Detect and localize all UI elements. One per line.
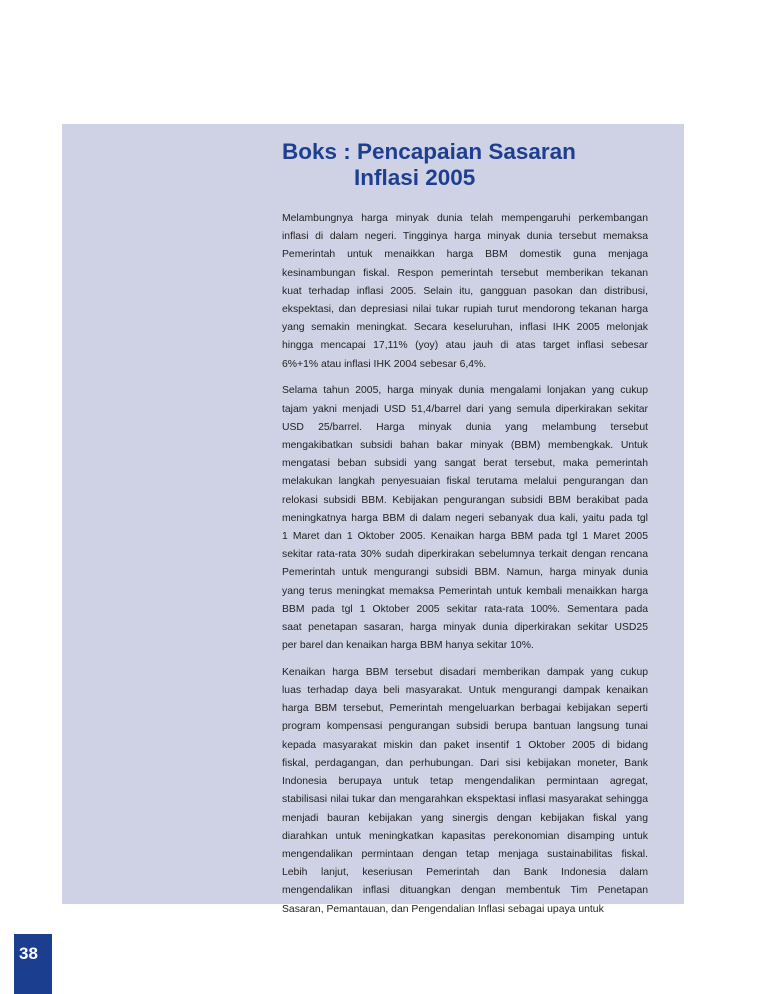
text-line: USD 25/barrel. Harga minyak dunia yang melambung tersebut [282, 421, 648, 433]
text-line: Indonesia berupaya untuk tetap mengendalikan permintaan agregat, [282, 776, 648, 788]
text-line: per barel dan kenaikan harga BBM hanya sekitar 10%. [282, 640, 534, 652]
text-line: inflasi di dalam negeri. Tingginya harga minyak dunia tersebut memaksa [282, 231, 648, 243]
text-line: melakukan langkah penyesuaian fiskal terutama melalui pengurangan dan [282, 476, 648, 488]
box-title-line-1: Boks : Pencapaian Sasaran [282, 139, 576, 164]
text-line: tajam yakni menjadi USD 51,4/barrel dari yang semula diperkirakan sekitar [282, 403, 648, 415]
text-line: Kenaikan harga BBM tersebut disadari memberikan dampak yang cukup [282, 666, 648, 678]
text-line: Sasaran, Pemantauan, dan Pengendalian Inflasi sebagai upaya untuk [282, 903, 604, 915]
paragraph [282, 664, 648, 919]
text-line: mengendalikan permintaan dengan tetap menjaga sustainabilitas fiskal. [282, 848, 648, 860]
text-line: program kompensasi pengurangan subsidi berupa bantuan langsung tunai [282, 721, 648, 733]
text-line: hingga mencapai 17,11% (yoy) atau jauh di atas target inflasi sebesar [282, 340, 648, 352]
text-line: harga BBM tersebut, Pemerintah mengeluarkan berbagai kebijakan seperti [282, 703, 648, 715]
text-line: 6%+1% atau inflasi IHK 2004 sebesar 6,4%. [282, 358, 487, 370]
text-line: sekitar rata-rata 30% sudah diperkirakan sebelumnya terkait dengan rencana [282, 549, 648, 561]
page-number-tab [14, 934, 52, 994]
text-line: Selama tahun 2005, harga minyak dunia mengalami lonjakan yang cukup [282, 385, 648, 397]
text-line: diarahkan untuk meningkatkan kapasitas perekonomian disamping untuk [282, 830, 648, 842]
text-line: BBM pada tgl 1 Oktober 2005 sekitar rata-rata 100%. Sementara pada [282, 603, 648, 615]
text-line: kesinambungan fiskal. Respon pemerintah tersebut memberikan tekanan [282, 267, 648, 279]
text-line: fiskal, perdagangan, dan perhubungan. Dari sisi kebijakan moneter, Bank [282, 757, 648, 769]
text-line: Pemerintah untuk menaikkan harga BBM domestik guna menjaga [282, 249, 648, 261]
box-title [282, 139, 662, 191]
text-line: yang terus meningkat memaksa Pemerintah untuk kembali menaikkan harga [282, 585, 648, 597]
box-title-line-2: Inflasi 2005 [354, 165, 476, 190]
text-line: Melambungnya harga minyak dunia telah mempengaruhi perkembangan [282, 213, 648, 224]
text-line: Lebih lanjut, keseriusan Pemerintah dan Bank Indonesia dalam [282, 867, 648, 879]
text-line: luas terhadap daya beli masyarakat. Untuk mengurangi dampak kenaikan [282, 685, 648, 697]
text-line: saat penetapan sasaran, harga minyak dunia diperkirakan sekitar USD25 [282, 621, 648, 633]
text-line: kepada masyarakat miskin dan paket insentif 1 Oktober 2005 di bidang [282, 739, 648, 751]
text-line: meningkatnya harga BBM di dalam negeri sebanyak dua kali, yaitu pada tgl [282, 512, 648, 524]
paragraph [282, 210, 648, 374]
text-line: ekspektasi, dan depresiasi nilai tukar rupiah turut mendorong tekanan harga [282, 304, 648, 316]
text-line: mengakibatkan subsidi bahan bakar minyak (BBM) membengkak. Untuk [282, 439, 648, 451]
text-line: mengendalikan inflasi dituangkan dengan membentuk Tim Penetapan [282, 885, 648, 897]
text-line: yang semakin meningkat. Secara keseluruhan, inflasi IHK 2005 melonjak [282, 322, 648, 334]
page-number: 38 [19, 944, 38, 963]
text-line: Pemerintah untuk mengurangi subsidi BBM. Namun, harga minyak dunia [282, 567, 648, 579]
text-line: menjadi bauran kebijakan yang sinergis dengan kebijakan fiskal yang [282, 812, 648, 824]
text-line: relokasi subsidi BBM. Kebijakan pengurangan subsidi BBM berakibat pada [282, 494, 648, 506]
box-body-text [282, 210, 648, 927]
paragraph [282, 382, 648, 655]
text-line: mengatasi beban subsidi yang sangat berat tersebut, maka pemerintah [282, 458, 648, 470]
text-line: kuat terhadap inflasi 2005. Selain itu, gangguan pasokan dan distribusi, [282, 285, 648, 297]
text-line: stabilisasi nilai tukar dan mengarahkan ekspektasi inflasi masyarakat sehingga [282, 794, 648, 806]
text-line: 1 Maret dan 1 Oktober 2005. Kenaikan harga BBM pada tgl 1 Maret 2005 [282, 530, 648, 542]
